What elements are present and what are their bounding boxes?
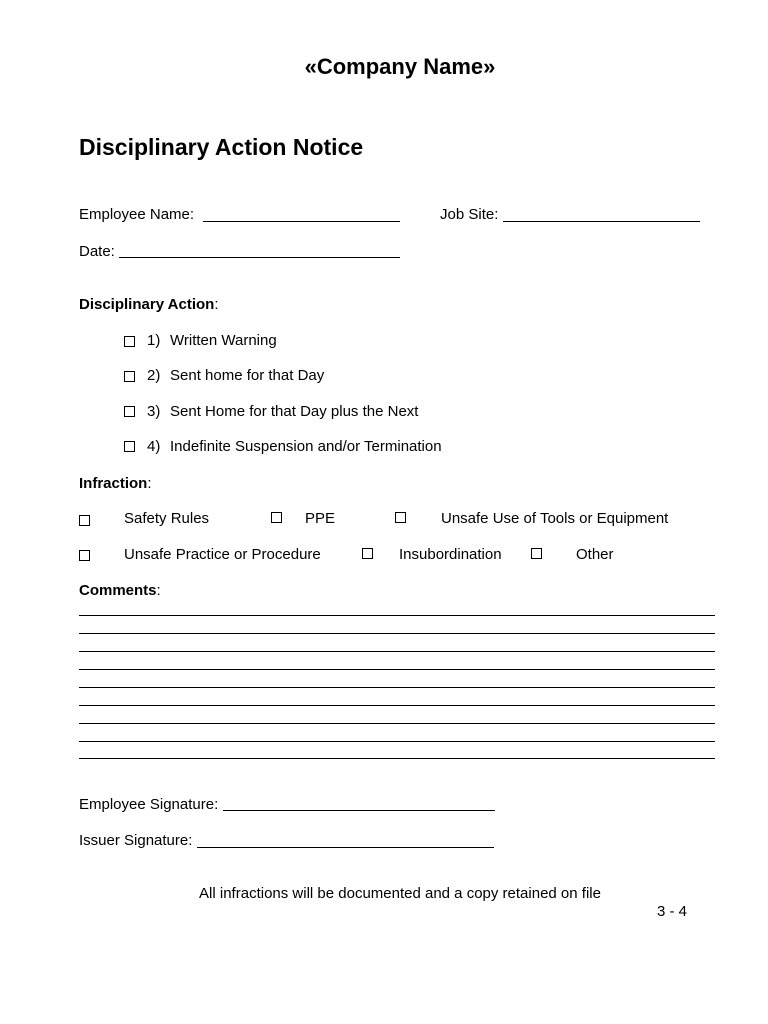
job-site-label: Job Site: xyxy=(440,206,499,223)
employee-name-field[interactable] xyxy=(203,221,400,222)
action-2-checkbox[interactable] xyxy=(124,371,135,382)
date-label: Date: xyxy=(79,243,115,260)
job-site-field[interactable] xyxy=(503,221,700,222)
company-name: «Company Name» xyxy=(304,54,496,79)
page-title: Disciplinary Action Notice xyxy=(79,134,364,160)
comment-line[interactable] xyxy=(79,741,715,742)
insubordination-checkbox[interactable] xyxy=(362,548,373,559)
action-3-label: Sent Home for that Day plus the Next xyxy=(170,403,419,420)
disciplinary-action-colon: : xyxy=(214,296,219,313)
ppe-checkbox[interactable] xyxy=(271,512,282,523)
comment-line[interactable] xyxy=(79,633,715,634)
comment-line[interactable] xyxy=(79,615,715,616)
safety-rules-label: Safety Rules xyxy=(124,510,210,527)
date-field[interactable] xyxy=(119,257,400,258)
action-2-number: 2) xyxy=(147,367,161,384)
employee-name-label: Employee Name: xyxy=(79,206,195,223)
issuer-signature-label: Issuer Signature: xyxy=(79,832,193,849)
comments-heading xyxy=(79,582,161,599)
comment-line[interactable] xyxy=(79,705,715,706)
action-3-number: 3) xyxy=(147,403,161,420)
action-1-label: Written Warning xyxy=(170,332,277,349)
other-checkbox[interactable] xyxy=(531,548,542,559)
comment-line[interactable] xyxy=(79,758,715,759)
action-1-checkbox[interactable] xyxy=(124,336,135,347)
insubordination-label: Insubordination xyxy=(399,546,502,563)
other-label: Other xyxy=(576,546,614,563)
comments-colon: : xyxy=(156,582,161,599)
comment-line[interactable] xyxy=(79,651,715,652)
disciplinary-action-heading xyxy=(79,296,218,313)
issuer-signature-field[interactable] xyxy=(197,847,494,848)
ppe-label: PPE xyxy=(305,510,336,527)
unsafe-tools-checkbox[interactable] xyxy=(395,512,406,523)
page-number: 3 - 4 xyxy=(657,903,688,920)
comments-label: Comments xyxy=(79,582,157,599)
safety-rules-checkbox[interactable] xyxy=(79,515,90,526)
infraction-label: Infraction xyxy=(79,475,148,492)
employee-signature-label: Employee Signature: xyxy=(79,796,219,813)
unsafe-practice-label: Unsafe Practice or Procedure xyxy=(124,546,321,563)
action-4-checkbox[interactable] xyxy=(124,441,135,452)
action-4-number: 4) xyxy=(147,438,161,455)
action-2-label: Sent home for that Day xyxy=(170,367,325,384)
action-1-number: 1) xyxy=(147,332,161,349)
employee-signature-field[interactable] xyxy=(223,810,495,811)
infraction-colon: : xyxy=(147,475,152,492)
comment-line[interactable] xyxy=(79,669,715,670)
action-4-label: Indefinite Suspension and/or Termination xyxy=(170,438,442,455)
unsafe-tools-label: Unsafe Use of Tools or Equipment xyxy=(441,510,669,527)
disciplinary-action-label: Disciplinary Action xyxy=(79,296,215,313)
footer-note: All infractions will be documented and a copy retained on file xyxy=(199,885,601,902)
comment-line[interactable] xyxy=(79,687,715,688)
unsafe-practice-checkbox[interactable] xyxy=(79,550,90,561)
infraction-heading xyxy=(79,475,152,492)
action-3-checkbox[interactable] xyxy=(124,406,135,417)
comment-line[interactable] xyxy=(79,723,715,724)
